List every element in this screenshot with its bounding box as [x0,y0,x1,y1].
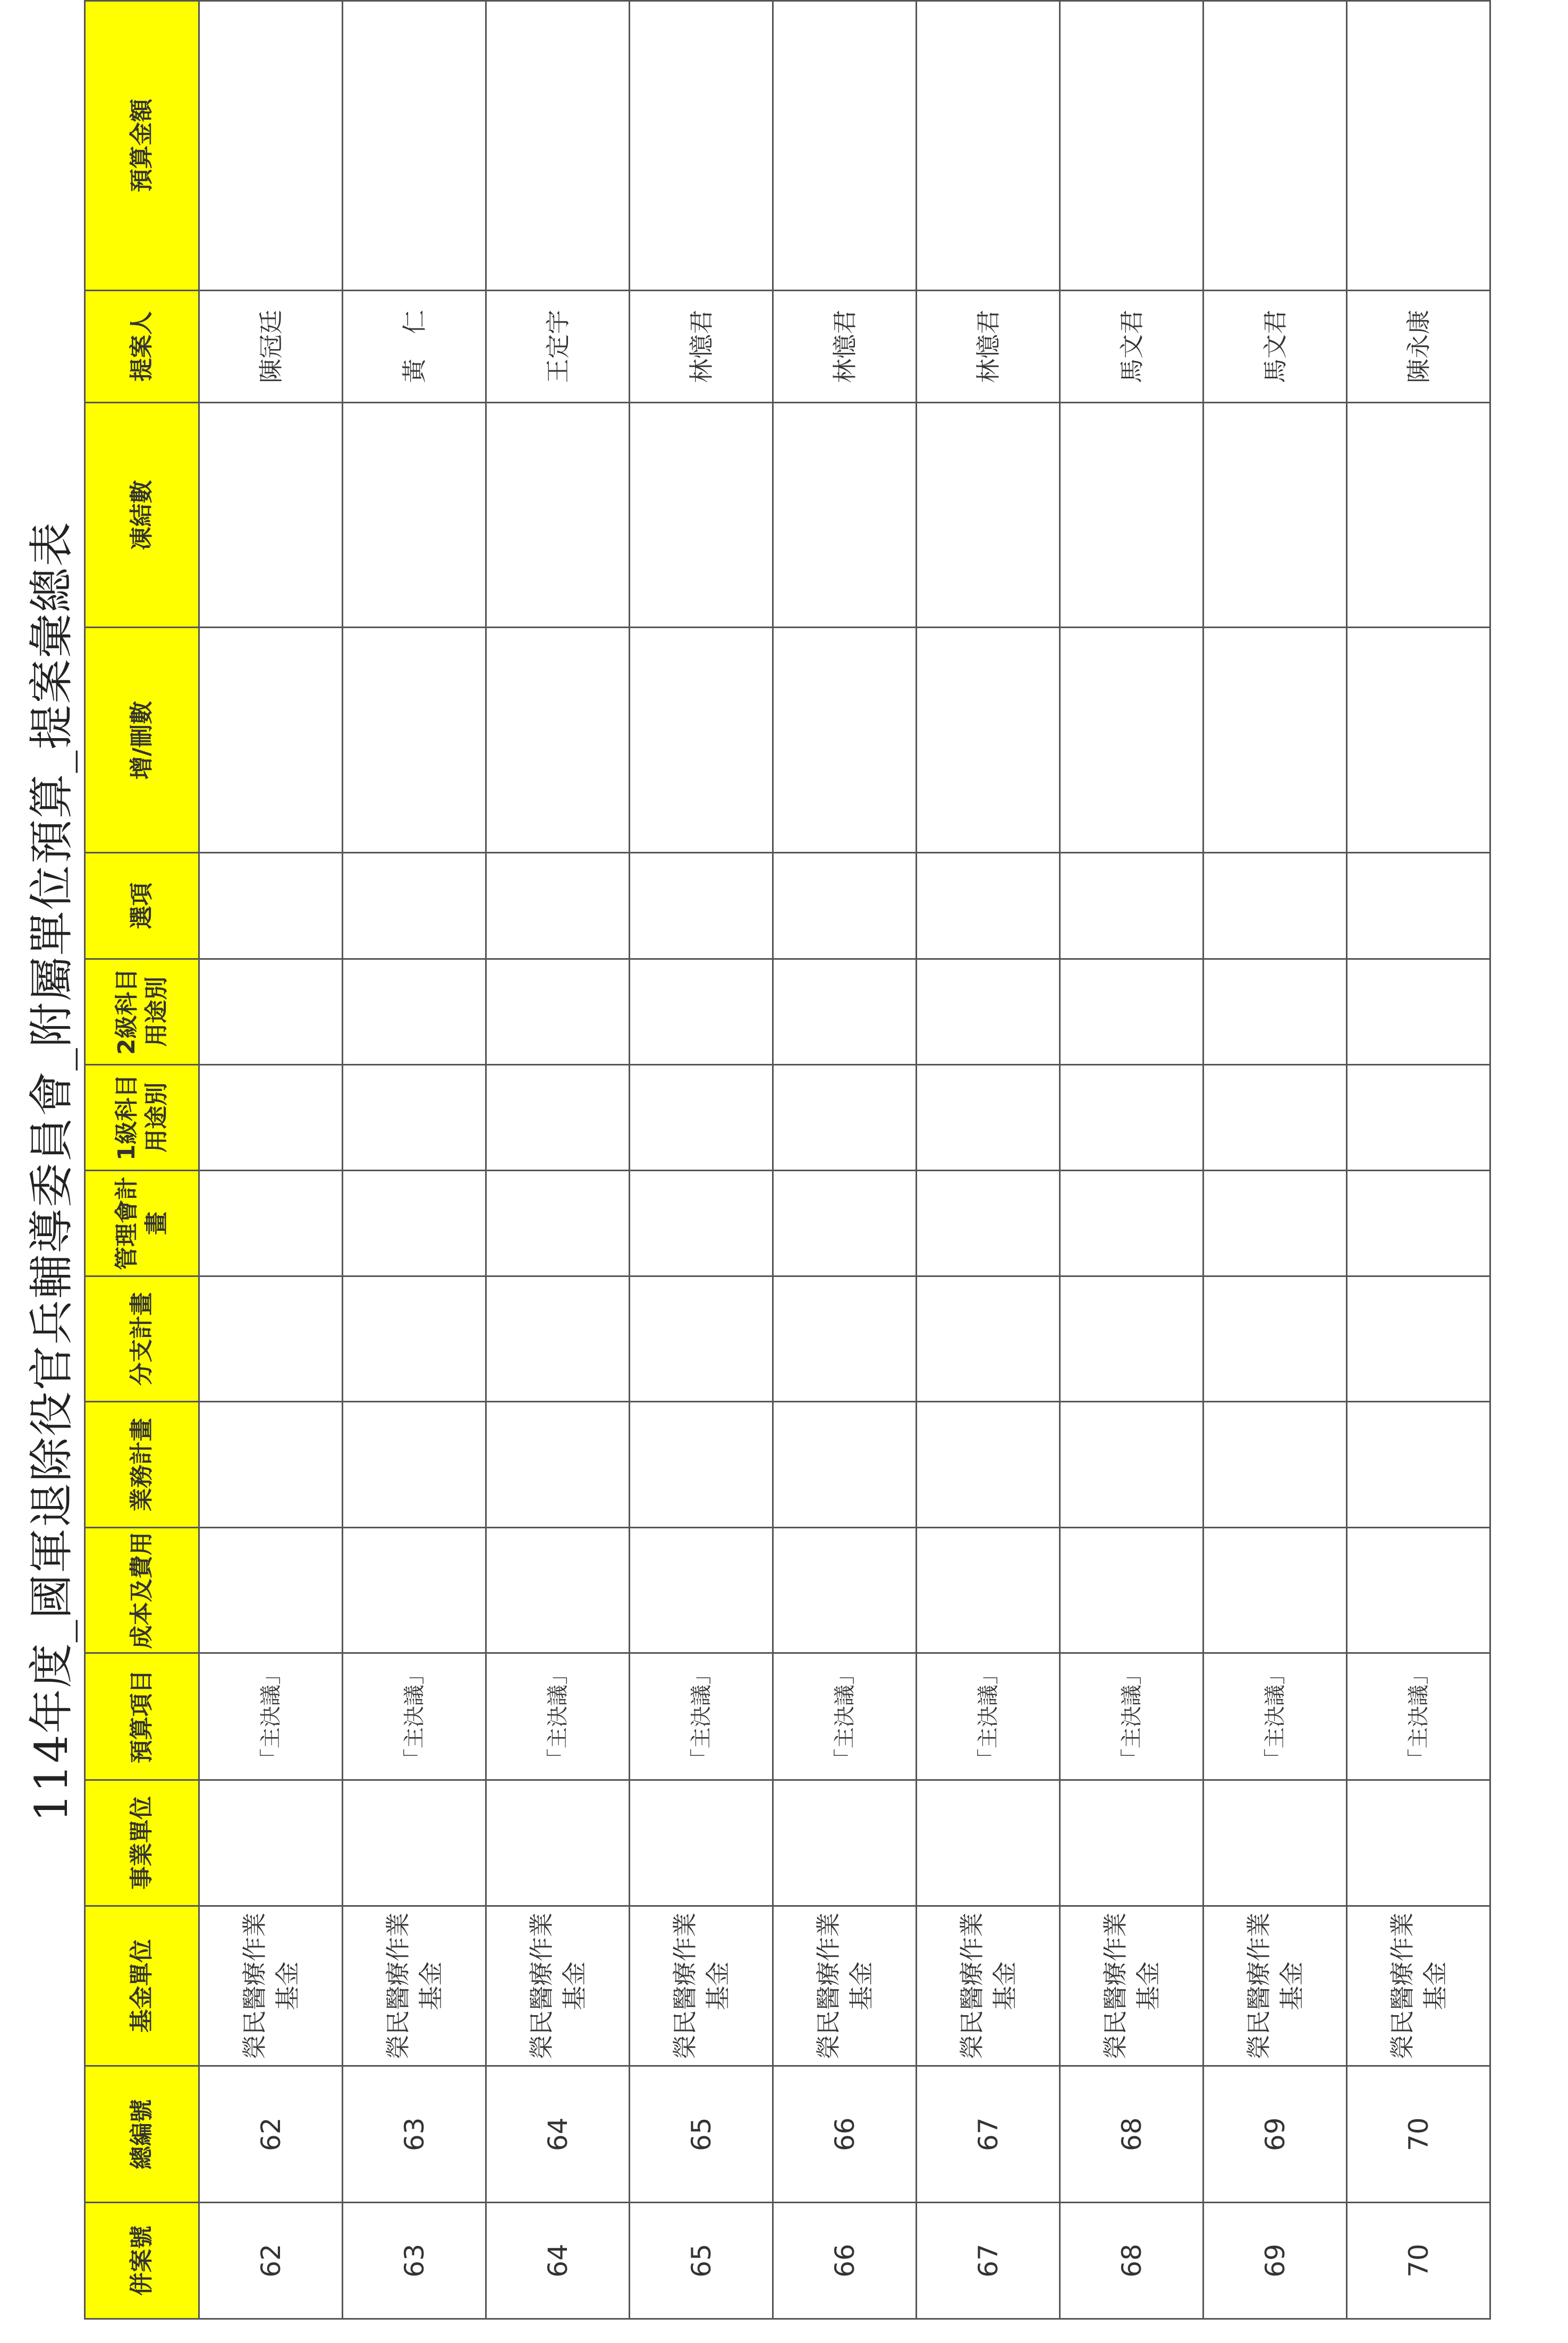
col-header: 預算項目 [85,1653,199,1780]
cell-branch-plan [1203,1276,1347,1401]
cell-fund-unit: 榮民醫療作業基金 [199,1906,343,2066]
cell-mgmt-plan [486,1170,630,1276]
cell-level2 [343,959,486,1064]
cell-business-unit [1347,1780,1490,1906]
cell-level1 [1060,1064,1203,1170]
cell-total-no: 63 [343,2066,486,2202]
col-header: 業務計畫 [85,1402,199,1527]
cell-frozen [1060,403,1203,628]
cell-mgmt-plan [1347,1170,1490,1276]
cell-proposer: 馬文君 [1203,290,1347,403]
col-header: 增/刪數 [85,628,199,853]
cell-business-unit [199,1780,343,1906]
cell-proposer: 林憶君 [917,290,1060,403]
table-row [199,1,343,2319]
cell-branch-plan [199,1276,343,1401]
cell-option [199,853,343,959]
cell-total-no: 67 [917,2066,1060,2202]
cell-branch-plan [486,1276,630,1401]
cell-merge-no: 68 [1060,2202,1203,2319]
cell-merge-no: 65 [630,2202,773,2319]
cell-fund-unit: 榮民醫療作業基金 [917,1906,1060,2066]
cell-business-unit [773,1780,917,1906]
cell-total-no: 69 [1203,2066,1347,2202]
cell-branch-plan [773,1276,917,1401]
cell-business-plan [343,1402,486,1527]
cell-cost [773,1527,917,1653]
col-header: 管理會計畫 [85,1170,199,1276]
cell-budget-item: 「主決議」 [773,1653,917,1780]
cell-level1 [773,1064,917,1170]
cell-amount [917,1,1060,291]
col-header: 總編號 [85,2066,199,2202]
cell-business-unit [343,1780,486,1906]
cell-cost [343,1527,486,1653]
cell-option [630,853,773,959]
cell-level1 [343,1064,486,1170]
cell-proposer: 林憶君 [630,290,773,403]
cell-branch-plan [917,1276,1060,1401]
cell-level2 [773,959,917,1064]
cell-proposer: 陳永康 [1347,290,1490,403]
cell-merge-no: 70 [1347,2202,1490,2319]
cell-business-plan [1060,1402,1203,1527]
cell-cost [1347,1527,1490,1653]
cell-budget-item: 「主決議」 [1203,1653,1347,1780]
table-row [343,1,486,2319]
cell-business-unit [486,1780,630,1906]
cell-total-no: 62 [199,2066,343,2202]
col-header: 提案人 [85,290,199,403]
cell-option [343,853,486,959]
col-header: 分支計畫 [85,1276,199,1401]
cell-level2 [1060,959,1203,1064]
cell-mgmt-plan [630,1170,773,1276]
cell-frozen [630,403,773,628]
cell-total-no: 70 [1347,2066,1490,2202]
cell-mgmt-plan [917,1170,1060,1276]
col-header: 成本及費用 [85,1527,199,1653]
cell-cost [1203,1527,1347,1653]
cell-merge-no: 66 [773,2202,917,2319]
cell-frozen [917,403,1060,628]
cell-proposer: 黃 仁 [343,290,486,403]
cell-amount [199,1,343,291]
cell-merge-no: 63 [343,2202,486,2319]
cell-level2 [1347,959,1490,1064]
cell-mgmt-plan [1203,1170,1347,1276]
cell-option [486,853,630,959]
table-row [1347,1,1490,2319]
cell-amount [1347,1,1490,291]
cell-add-del [773,628,917,853]
col-header: 選項 [85,853,199,959]
col-header: 1級科目用途別 [85,1064,199,1170]
cell-add-del [630,628,773,853]
cell-level1 [630,1064,773,1170]
cell-add-del [1060,628,1203,853]
cell-proposer: 陳冠廷 [199,290,343,403]
cell-mgmt-plan [1060,1170,1203,1276]
cell-add-del [199,628,343,853]
cell-frozen [343,403,486,628]
document-title: 114年度_國軍退除役官兵輔導委員會_附屬單位預算_提案彙總表 [26,521,78,1822]
cell-business-plan [486,1402,630,1527]
col-header: 併案號 [85,2202,199,2319]
cell-branch-plan [1347,1276,1490,1401]
cell-branch-plan [1060,1276,1203,1401]
cell-proposer: 王定宇 [486,290,630,403]
table-row [917,1,1060,2319]
col-header: 事業單位 [85,1780,199,1906]
cell-cost [199,1527,343,1653]
cell-add-del [1203,628,1347,853]
proposal-summary-table [84,0,1491,2320]
cell-business-plan [630,1402,773,1527]
cell-frozen [1347,403,1490,628]
cell-amount [343,1,486,291]
cell-budget-item: 「主決議」 [199,1653,343,1780]
cell-total-no: 68 [1060,2066,1203,2202]
cell-option [1203,853,1347,959]
cell-level2 [630,959,773,1064]
cell-merge-no: 69 [1203,2202,1347,2319]
col-header: 預算金額 [85,1,199,291]
cell-business-unit [1060,1780,1203,1906]
cell-amount [773,1,917,291]
cell-frozen [773,403,917,628]
cell-amount [1203,1,1347,291]
table-row [486,1,630,2319]
cell-fund-unit: 榮民醫療作業基金 [773,1906,917,2066]
cell-level1 [1347,1064,1490,1170]
cell-business-plan [917,1402,1060,1527]
cell-budget-item: 「主決議」 [917,1653,1060,1780]
cell-mgmt-plan [773,1170,917,1276]
cell-proposer: 林憶君 [773,290,917,403]
cell-level2 [917,959,1060,1064]
cell-fund-unit: 榮民醫療作業基金 [343,1906,486,2066]
table-row [1060,1,1203,2319]
cell-fund-unit: 榮民醫療作業基金 [630,1906,773,2066]
cell-merge-no: 67 [917,2202,1060,2319]
cell-frozen [486,403,630,628]
cell-business-unit [917,1780,1060,1906]
cell-business-plan [199,1402,343,1527]
cell-frozen [1203,403,1347,628]
col-header: 基金單位 [85,1906,199,2066]
cell-business-unit [630,1780,773,1906]
cell-cost [630,1527,773,1653]
cell-total-no: 64 [486,2066,630,2202]
cell-add-del [486,628,630,853]
cell-level1 [1203,1064,1347,1170]
cell-level1 [199,1064,343,1170]
cell-total-no: 65 [630,2066,773,2202]
cell-amount [630,1,773,291]
cell-business-plan [1203,1402,1347,1527]
cell-merge-no: 62 [199,2202,343,2319]
cell-level2 [1203,959,1347,1064]
cell-budget-item: 「主決議」 [1347,1653,1490,1780]
cell-business-plan [1347,1402,1490,1527]
cell-option [1347,853,1490,959]
col-header: 凍結數 [85,403,199,628]
cell-budget-item: 「主決議」 [486,1653,630,1780]
cell-add-del [1347,628,1490,853]
cell-frozen [199,403,343,628]
cell-option [917,853,1060,959]
cell-mgmt-plan [343,1170,486,1276]
cell-proposer: 馬文君 [1060,290,1203,403]
cell-business-unit [1203,1780,1347,1906]
cell-level1 [917,1064,1060,1170]
cell-cost [917,1527,1060,1653]
cell-branch-plan [343,1276,486,1401]
cell-amount [1060,1,1203,291]
cell-cost [1060,1527,1203,1653]
cell-fund-unit: 榮民醫療作業基金 [486,1906,630,2066]
cell-level2 [486,959,630,1064]
cell-total-no: 66 [773,2066,917,2202]
cell-fund-unit: 榮民醫療作業基金 [1347,1906,1490,2066]
header-row [85,1,199,2319]
cell-budget-item: 「主決議」 [1060,1653,1203,1780]
cell-add-del [343,628,486,853]
table-row [773,1,917,2319]
col-header: 2級科目用途別 [85,959,199,1064]
cell-add-del [917,628,1060,853]
cell-branch-plan [630,1276,773,1401]
cell-fund-unit: 榮民醫療作業基金 [1203,1906,1347,2066]
cell-budget-item: 「主決議」 [630,1653,773,1780]
cell-fund-unit: 榮民醫療作業基金 [1060,1906,1203,2066]
cell-level2 [199,959,343,1064]
cell-option [1060,853,1203,959]
cell-option [773,853,917,959]
table-row [630,1,773,2319]
cell-amount [486,1,630,291]
cell-mgmt-plan [199,1170,343,1276]
table-row [1203,1,1347,2319]
cell-merge-no: 64 [486,2202,630,2319]
cell-cost [486,1527,630,1653]
cell-business-plan [773,1402,917,1527]
cell-budget-item: 「主決議」 [343,1653,486,1780]
cell-level1 [486,1064,630,1170]
